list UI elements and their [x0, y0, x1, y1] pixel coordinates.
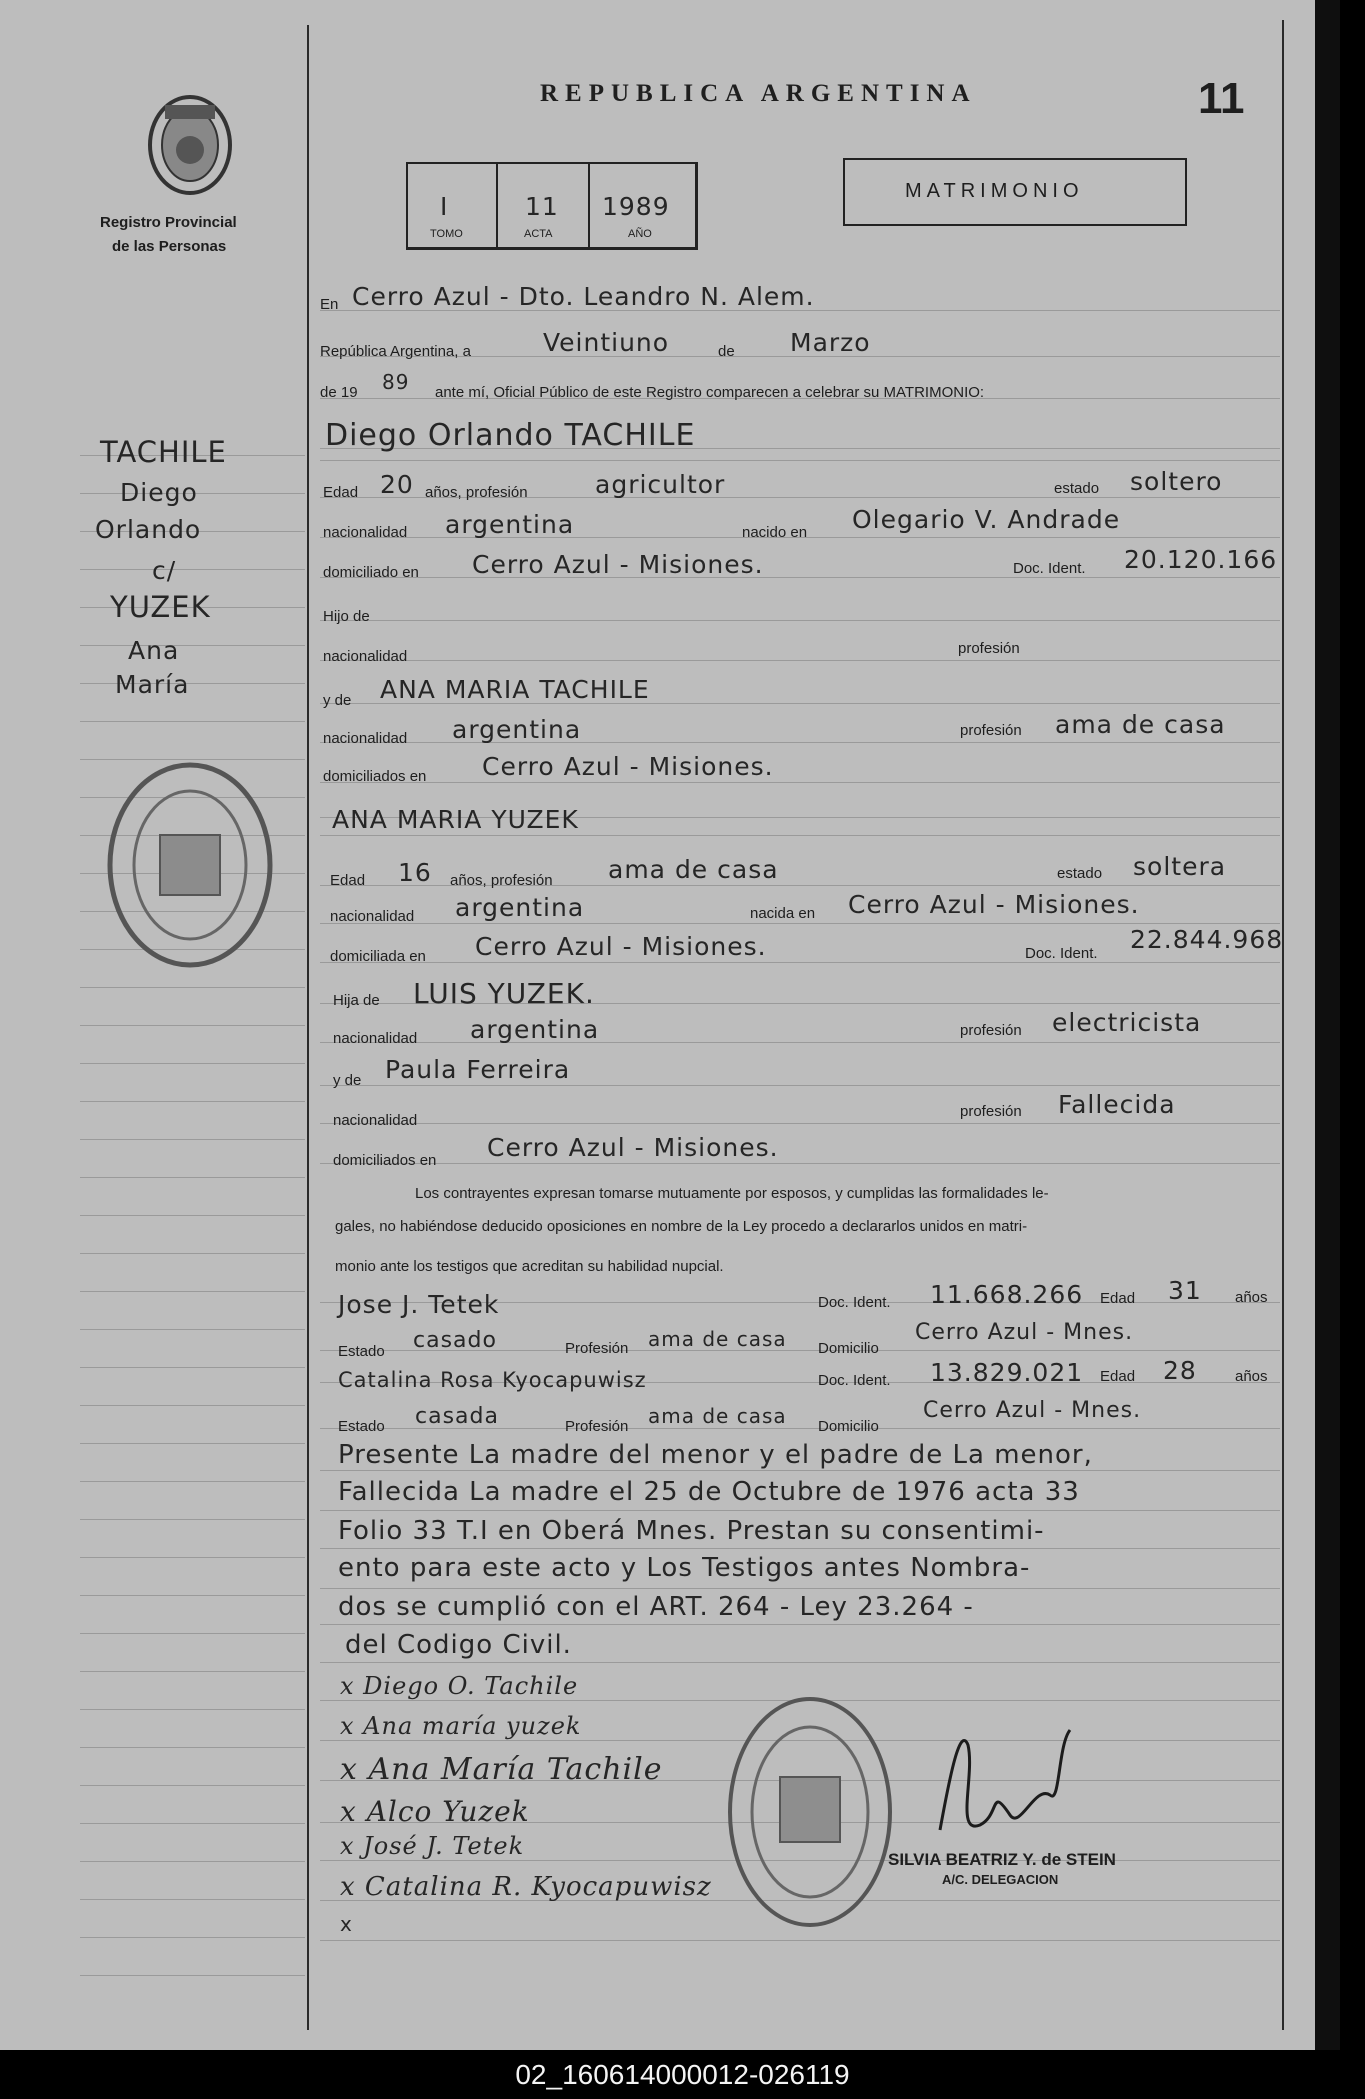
- witness1-doc: 11.668.266: [930, 1280, 1084, 1309]
- groom-estado-label: estado: [1054, 480, 1100, 497]
- bride-father-profession: electricista: [1052, 1008, 1202, 1037]
- tomo-value: I: [440, 192, 449, 221]
- tomo-label: TOMO: [430, 228, 463, 240]
- signature-witness2: x Catalina R. Kyocapuwisz: [340, 1872, 712, 1902]
- margin-rule-line: [80, 1329, 305, 1330]
- coat-of-arms-icon: [135, 90, 245, 200]
- margin-line7: María: [115, 670, 190, 699]
- signature-bride-mother: x Ana María Tachile: [340, 1752, 663, 1787]
- witness1-profesion-label: Profesión: [565, 1340, 629, 1357]
- body-rule-line: [320, 660, 1280, 661]
- groom-mother-nationality: argentina: [452, 715, 582, 744]
- margin-rule-line: [80, 683, 305, 684]
- signature-bride-father: x Alco Yuzek: [340, 1795, 530, 1828]
- witness2-domicile: Cerro Azul - Mnes.: [923, 1398, 1142, 1423]
- margin-rule-line: [80, 1823, 305, 1824]
- margin-rule-line: [80, 1177, 305, 1178]
- witness1-doc-label: Doc. Ident.: [818, 1294, 891, 1311]
- groom-domiciliado-label: domiciliado en: [323, 564, 419, 581]
- body-rule-line: [320, 782, 1280, 783]
- book-binding: [1315, 0, 1340, 2050]
- officer-title: A/C. DELEGACION: [942, 1872, 1059, 1887]
- bride-domicile: Cerro Azul - Misiones.: [475, 932, 767, 961]
- declaration-line1: Los contrayentes expresan tomarse mutuamente por esposos, y cumplidas las formalidades le-: [415, 1185, 1049, 1202]
- bride-father-nat-label: nacionalidad: [333, 1030, 418, 1047]
- note-line5: dos se cumplió con el ART. 264 - Ley 23.264 -: [338, 1592, 974, 1622]
- witness2-domicilio-label: Domicilio: [818, 1418, 879, 1435]
- note-line1: Presente La madre del menor y el padre de La menor,: [338, 1440, 1093, 1470]
- body-rule-line: [320, 1510, 1280, 1511]
- registry-name-line2: de las Personas: [112, 238, 227, 255]
- witness2-profesion-label: Profesión: [565, 1418, 629, 1435]
- margin-rule-line: [80, 1519, 305, 1520]
- groom-parents-domicile: Cerro Azul - Misiones.: [482, 752, 774, 781]
- registry-round-stamp-icon: [105, 760, 275, 970]
- margin-rule-line: [80, 1025, 305, 1026]
- bride-doc-label: Doc. Ident.: [1025, 945, 1098, 962]
- groom-mother-prof-label: profesión: [960, 722, 1022, 739]
- witness1-domicile: Cerro Azul - Mnes.: [915, 1320, 1134, 1345]
- groom-father-nat-label: nacionalidad: [323, 648, 408, 665]
- document-id-footer: 02_160614000012-026119: [0, 2050, 1365, 2099]
- margin-rule-line: [80, 1671, 305, 1672]
- body-rule-line: [320, 1085, 1280, 1086]
- body-rule-line: [320, 1123, 1280, 1124]
- bride-nacionalidad-label: nacionalidad: [330, 908, 415, 925]
- bride-hija-label: Hija de: [333, 992, 380, 1009]
- right-vertical-divider: [1282, 20, 1284, 2030]
- witness1-profession: ama de casa: [648, 1327, 787, 1351]
- margin-line6: Ana: [128, 636, 180, 665]
- witness2-profession: ama de casa: [648, 1404, 787, 1428]
- groom-parents-dom-label: domiciliados en: [323, 768, 427, 785]
- groom-birthplace: Olegario V. Andrade: [852, 505, 1121, 534]
- bride-yde-label: y de: [333, 1072, 362, 1089]
- marriage-place: Cerro Azul - Dto. Leandro N. Alem.: [352, 282, 815, 311]
- margin-rule-line: [80, 1557, 305, 1558]
- registry-name-line1: Registro Provincial: [100, 214, 237, 231]
- body-rule-line: [320, 1470, 1280, 1471]
- groom-domicile: Cerro Azul - Misiones.: [472, 550, 764, 579]
- body-rule-line: [320, 1163, 1280, 1164]
- officer-name: SILVIA BEATRIZ Y. de STEIN: [888, 1850, 1116, 1869]
- witness2-doc: 13.829.021: [930, 1358, 1084, 1387]
- body-rule-line: [320, 1662, 1280, 1663]
- margin-rule-line: [80, 1785, 305, 1786]
- groom-yde-label: y de: [323, 692, 352, 709]
- groom-mother-profession: ama de casa: [1055, 710, 1226, 739]
- bride-estado: soltera: [1133, 852, 1227, 881]
- intro-rest: ante mí, Oficial Público de este Registro comparecen a celebrar su MATRIMONIO:: [435, 384, 985, 401]
- bride-edad-label: Edad: [330, 872, 366, 889]
- margin-rule-line: [80, 1253, 305, 1254]
- groom-age: 20: [380, 470, 414, 499]
- bride-mother: Paula Ferreira: [385, 1055, 571, 1084]
- groom-anos-profesion-label: años, profesión: [425, 484, 528, 501]
- margin-rule-line: [80, 1215, 305, 1216]
- note-line4: ento para este acto y Los Testigos antes Nombra-: [338, 1553, 1031, 1583]
- bride-father: LUIS YUZEK.: [413, 977, 595, 1010]
- margin-line4: c/: [152, 556, 177, 585]
- bride-mother-profession: Fallecida: [1058, 1090, 1176, 1119]
- republica-label: República Argentina, a: [320, 343, 471, 360]
- margin-rule-line: [80, 1139, 305, 1140]
- margin-line3: Orlando: [95, 515, 202, 544]
- bride-father-nationality: argentina: [470, 1015, 600, 1044]
- margin-rule-line: [80, 1709, 305, 1710]
- bride-mother-prof-label: profesión: [960, 1103, 1022, 1120]
- witness2-age: 28: [1163, 1356, 1197, 1385]
- witness2-anos-label: años: [1235, 1368, 1268, 1385]
- margin-rule-line: [80, 1291, 305, 1292]
- body-rule-line: [320, 835, 1280, 836]
- witness1-estado: casado: [413, 1328, 497, 1353]
- bride-mother-nat-label: nacionalidad: [333, 1112, 418, 1129]
- bride-domiciliada-label: domiciliada en: [330, 948, 426, 965]
- witness1-age: 31: [1168, 1276, 1202, 1305]
- margin-rule-line: [80, 645, 305, 646]
- body-rule-line: [320, 460, 1280, 461]
- official-round-stamp-icon: [725, 1692, 895, 1932]
- body-rule-line: [320, 577, 1280, 578]
- margin-rule-line: [80, 1063, 305, 1064]
- groom-estado: soltero: [1130, 467, 1223, 496]
- officer-signature-icon: [920, 1715, 1080, 1855]
- bride-parents-dom-label: domiciliados en: [333, 1152, 437, 1169]
- en-label: En: [320, 296, 339, 313]
- margin-rule-line: [80, 1481, 305, 1482]
- witness1-edad-label: Edad: [1100, 1290, 1136, 1307]
- declaration-line3: monio ante los testigos que acreditan su habilidad nupcial.: [335, 1258, 724, 1275]
- bride-name: ANA MARIA YUZEK: [332, 805, 579, 834]
- groom-father-prof-label: profesión: [958, 640, 1020, 657]
- note-line6: del Codigo Civil.: [345, 1630, 572, 1660]
- margin-rule-line: [80, 569, 305, 570]
- de19-label: de 19: [320, 384, 358, 401]
- certificate-type: MATRIMONIO: [905, 180, 1084, 202]
- witness2-name: Catalina Rosa Kyocapuwisz: [338, 1368, 647, 1392]
- margin-rule-line: [80, 1747, 305, 1748]
- margin-rule-line: [80, 1101, 305, 1102]
- witness2-edad-label: Edad: [1100, 1368, 1136, 1385]
- body-rule-line: [320, 1624, 1280, 1625]
- bride-parents-domicile: Cerro Azul - Misiones.: [487, 1133, 779, 1162]
- margin-rule-line: [80, 1975, 305, 1976]
- margin-rule-line: [80, 1443, 305, 1444]
- margin-rule-line: [80, 1899, 305, 1900]
- witness1-name: Jose J. Tetek: [338, 1290, 500, 1319]
- margin-line2: Diego: [120, 478, 198, 507]
- groom-nationality: argentina: [445, 510, 575, 539]
- margin-rule-line: [80, 1937, 305, 1938]
- groom-nacido-label: nacido en: [742, 524, 808, 541]
- signature-groom: x Diego O. Tachile: [340, 1672, 579, 1700]
- witness1-estado-label: Estado: [338, 1343, 385, 1360]
- groom-doc: 20.120.166: [1124, 545, 1278, 574]
- declaration-line2: gales, no habiéndose deducido oposiciones en nombre de la Ley procedo a declararlos unidos en matri-: [335, 1218, 1028, 1235]
- country-title: REPUBLICA ARGENTINA: [540, 80, 977, 107]
- bride-nacida-label: nacida en: [750, 905, 816, 922]
- margin-rule-line: [80, 987, 305, 988]
- body-rule-line: [320, 1940, 1280, 1941]
- ano-value: 1989: [602, 192, 670, 221]
- body-rule-line: [320, 1588, 1280, 1589]
- groom-mother-nat-label: nacionalidad: [323, 730, 408, 747]
- body-rule-line: [320, 1042, 1280, 1043]
- body-rule-line: [320, 923, 1280, 924]
- margin-line5: YUZEK: [110, 590, 211, 624]
- acta-value: 11: [525, 192, 559, 221]
- margin-rule-line: [80, 1405, 305, 1406]
- signature-witness1: x José J. Tetek: [340, 1832, 525, 1860]
- witness1-anos-label: años: [1235, 1289, 1268, 1306]
- bride-nationality: argentina: [455, 893, 585, 922]
- page-number: 11: [1198, 74, 1245, 123]
- groom-profession: agricultor: [595, 470, 726, 499]
- de-label: de: [718, 343, 735, 360]
- bride-profession: ama de casa: [608, 855, 779, 884]
- margin-rule-line: [80, 1595, 305, 1596]
- bride-doc: 22.844.968: [1130, 925, 1284, 954]
- bride-estado-label: estado: [1057, 865, 1103, 882]
- margin-rule-line: [80, 1367, 305, 1368]
- left-vertical-divider: [307, 25, 309, 2030]
- signature-empty: x: [340, 1912, 353, 1936]
- groom-doc-label: Doc. Ident.: [1013, 560, 1086, 577]
- margin-rule-line: [80, 721, 305, 722]
- year-suffix: 89: [382, 370, 410, 394]
- groom-nacionalidad-label: nacionalidad: [323, 524, 408, 541]
- bride-anos-profesion-label: años, profesión: [450, 872, 553, 889]
- groom-name: Diego Orlando TACHILE: [325, 418, 696, 453]
- signature-bride: x Ana maría yuzek: [340, 1712, 582, 1740]
- margin-rule-line: [80, 1861, 305, 1862]
- marriage-month: Marzo: [790, 328, 871, 357]
- groom-hijo-label: Hijo de: [323, 608, 370, 625]
- marriage-day: Veintiuno: [543, 328, 670, 357]
- margin-rule-line: [80, 1633, 305, 1634]
- ano-label: AÑO: [628, 228, 652, 240]
- witness2-estado: casada: [415, 1404, 499, 1429]
- bride-birthplace: Cerro Azul - Misiones.: [848, 890, 1140, 919]
- note-line2: Fallecida La madre el 25 de Octubre de 1976 acta 33: [338, 1477, 1080, 1507]
- groom-mother: ANA MARIA TACHILE: [380, 675, 650, 704]
- note-line3: Folio 33 T.I en Oberá Mnes. Prestan su consentimi-: [338, 1516, 1045, 1546]
- margin-surname: TACHILE: [100, 435, 227, 469]
- bride-age: 16: [398, 858, 432, 887]
- witness2-estado-label: Estado: [338, 1418, 385, 1435]
- bride-father-prof-label: profesión: [960, 1022, 1022, 1039]
- witness2-doc-label: Doc. Ident.: [818, 1372, 891, 1389]
- body-rule-line: [320, 620, 1280, 621]
- groom-edad-label: Edad: [323, 484, 359, 501]
- body-rule-line: [320, 962, 1280, 963]
- acta-label: ACTA: [524, 228, 553, 240]
- body-rule-line: [320, 1548, 1280, 1549]
- witness1-domicilio-label: Domicilio: [818, 1340, 879, 1357]
